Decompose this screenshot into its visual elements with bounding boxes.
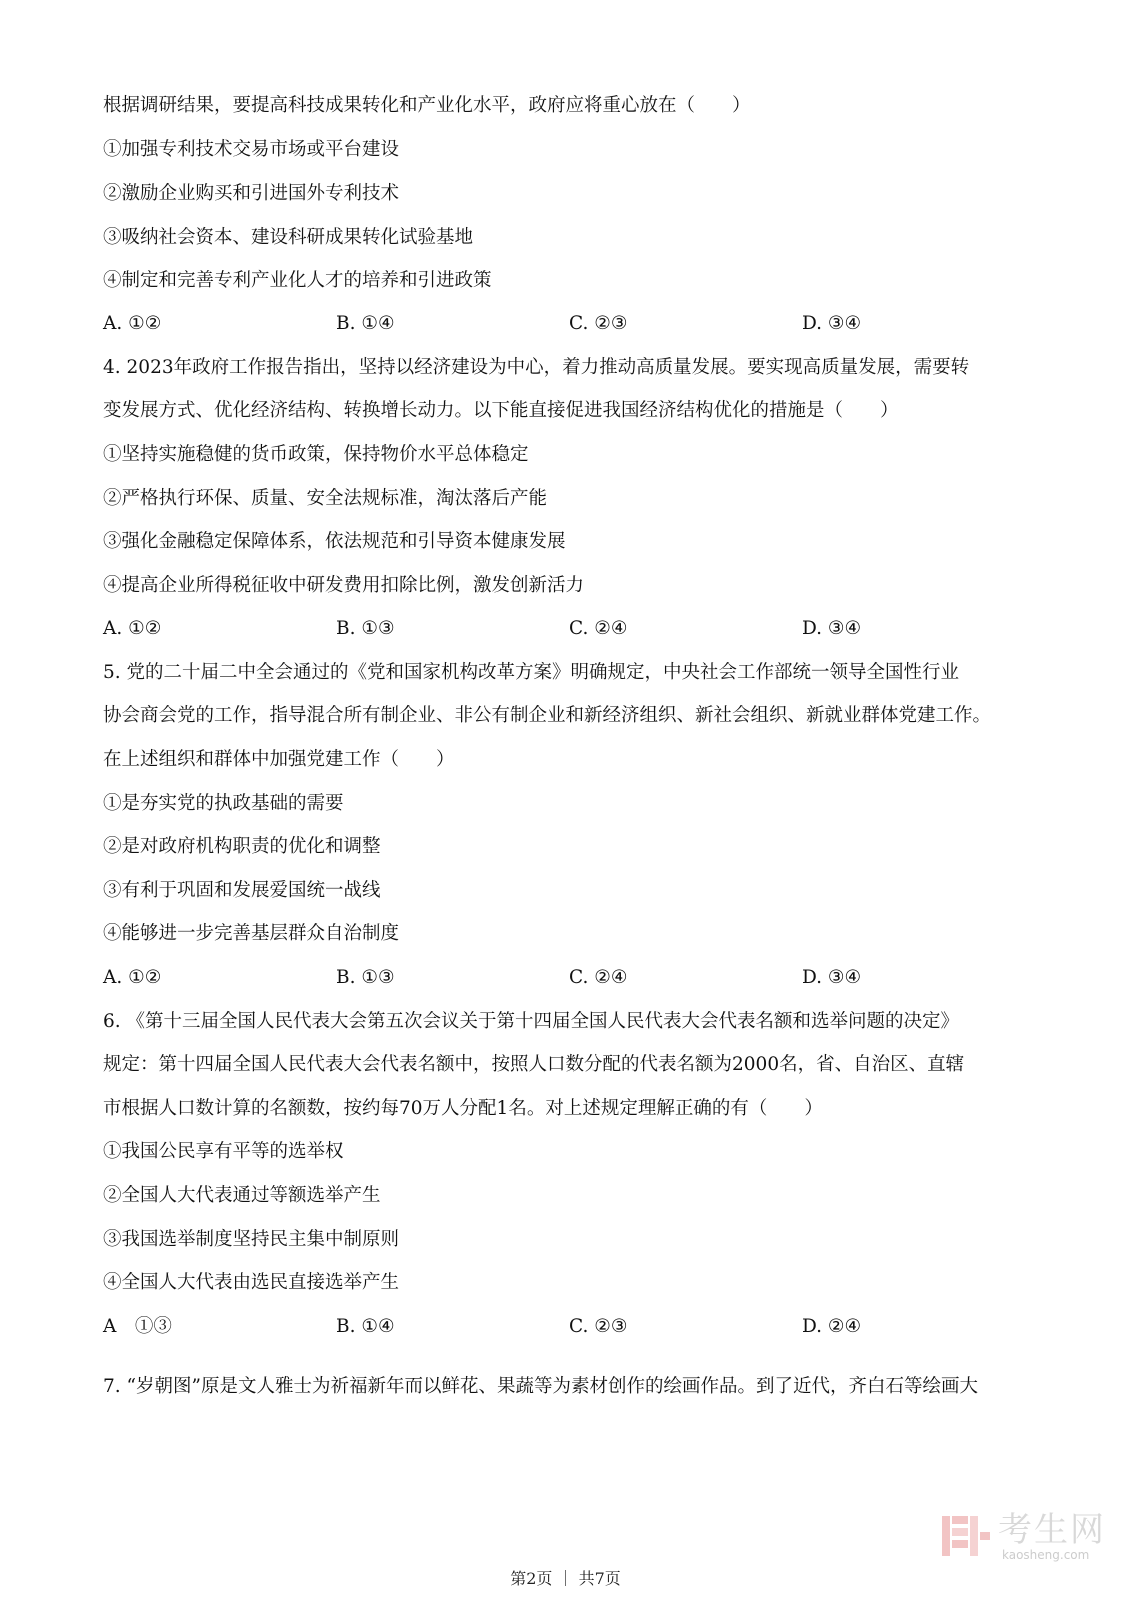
q5-statement-4: ④能够进一步完善基层群众自治制度	[103, 923, 400, 944]
q5-options	[103, 966, 1043, 990]
q4-statement-3: ③强化金融稳定保障体系，依法规范和引导资本健康发展	[103, 531, 566, 552]
q6-option-d: D. ②④	[802, 1316, 862, 1337]
q3-statement-2: ②激励企业购买和引进国外专利技术	[103, 183, 400, 204]
q5-statement-1: ①是夯实党的执政基础的需要	[103, 793, 344, 814]
q4-statement-2: ②严格执行环保、质量、安全法规标准，淘汰落后产能	[103, 488, 548, 509]
q5-option-d: D. ③④	[802, 967, 862, 988]
watermark-url: kaosheng.com	[1002, 1548, 1090, 1562]
q3-statement-3: ③吸纳社会资本、建设科研成果转化试验基地	[103, 227, 474, 248]
q6-option-c: C. ②③	[569, 1316, 628, 1337]
q4-statement-4: ④提高企业所得税征收中研发费用扣除比例，激发创新活力	[103, 575, 585, 596]
q3-statement-1: ①加强专利技术交易市场或平台建设	[103, 139, 400, 160]
q3-options	[103, 312, 1043, 336]
q6-statement-2: ②全国人大代表通过等额选举产生	[103, 1185, 381, 1206]
q6-option-a: A ①③	[103, 1316, 172, 1337]
q5-option-b: B. ①③	[336, 967, 395, 988]
q5-statement-3: ③有利于巩固和发展爱国统一战线	[103, 880, 381, 901]
q5-option-a: A. ①②	[103, 967, 162, 988]
q5-stem-line-1: 5. 党的二十届二中全会通过的《党和国家机构改革方案》明确规定，中央社会工作部统一领导全国性行业	[103, 662, 960, 683]
q6-option-b: B. ①④	[336, 1316, 395, 1337]
q4-stem-line-2: 变发展方式、优化经济结构、转换增长动力。以下能直接促进我国经济结构优化的措施是（ ）	[103, 400, 899, 421]
watermark-name: 考生网	[998, 1510, 1106, 1550]
q5-stem-line-3: 在上述组织和群体中加强党建工作（ ）	[103, 749, 455, 770]
q3-statement-4: ④制定和完善专利产业化人才的培养和引进政策	[103, 270, 492, 291]
q6-statement-3: ③我国选举制度坚持民主集中制原则	[103, 1229, 400, 1250]
q5-option-c: C. ②④	[569, 967, 628, 988]
q4-option-c: C. ②④	[569, 618, 628, 639]
q6-options	[103, 1315, 1043, 1339]
q3-stem-line: 根据调研结果，要提高科技成果转化和产业化水平，政府应将重心放在（ ）	[103, 95, 751, 116]
q4-option-d: D. ③④	[802, 618, 862, 639]
page-footer: 第2页 ｜ 共7页	[510, 1569, 621, 1588]
q6-statement-1: ①我国公民享有平等的选举权	[103, 1141, 344, 1162]
q3-option-c: C. ②③	[569, 313, 628, 334]
q5-stem-line-2: 协会商会党的工作，指导混合所有制企业、非公有制企业和新经济组织、新社会组织、新就业群体党建工作。	[103, 705, 992, 726]
q7-stem-line-1: 7. “岁朝图”原是文人雅士为祈福新年而以鲜花、果蔬等为素材创作的绘画作品。到了近代，齐白石等绘画大	[103, 1376, 978, 1397]
q4-statement-1: ①坚持实施稳健的货币政策，保持物价水平总体稳定	[103, 444, 529, 465]
kaosheng-logo-icon	[940, 1514, 992, 1558]
q5-statement-2: ②是对政府机构职责的优化和调整	[103, 836, 381, 857]
q4-option-b: B. ①③	[336, 618, 395, 639]
q6-stem-line-3: 市根据人口数计算的名额数，按约每70万人分配1名。对上述规定理解正确的有（ ）	[103, 1098, 823, 1119]
q3-option-a: A. ①②	[103, 313, 162, 334]
q4-stem-line-1: 4. 2023年政府工作报告指出，坚持以经济建设为中心，着力推动高质量发展。要实现高质量发展，需要转	[103, 357, 970, 378]
q6-stem-line-2: 规定：第十四届全国人民代表大会代表名额中，按照人口数分配的代表名额为2000名，省、自治区、直辖	[103, 1054, 965, 1075]
watermark	[940, 1510, 1130, 1562]
q6-stem-line-1: 6. 《第十三届全国人民代表大会第五次会议关于第十四届全国人民代表大会代表名额和选举问题的决定》	[103, 1011, 960, 1032]
q3-option-d: D. ③④	[802, 313, 862, 334]
q3-option-b: B. ①④	[336, 313, 395, 334]
q4-option-a: A. ①②	[103, 618, 162, 639]
q6-statement-4: ④全国人大代表由选民直接选举产生	[103, 1272, 400, 1293]
q4-options	[103, 617, 1043, 641]
